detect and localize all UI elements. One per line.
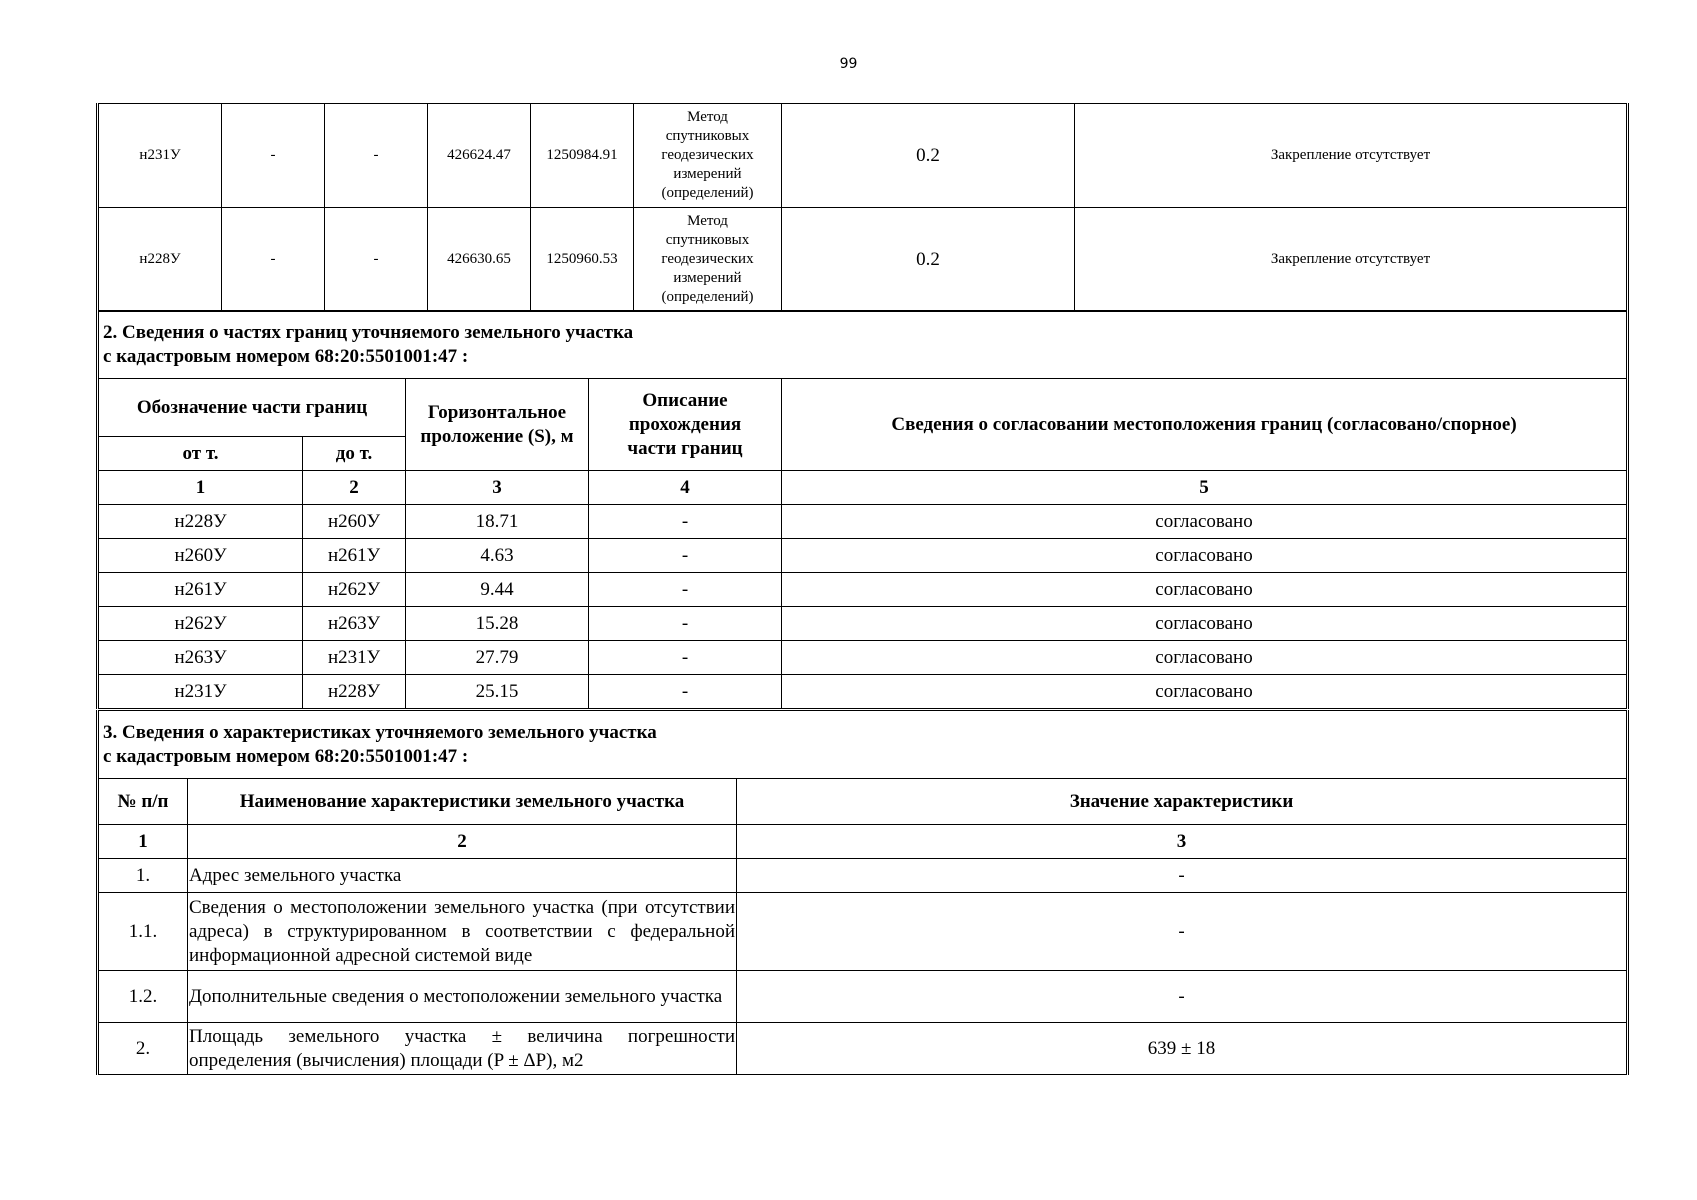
to-point: н228У — [303, 675, 406, 709]
section-title-line: 3. Сведения о характеристиках уточняемого земельного участка — [103, 721, 657, 743]
coord-x: 426630.65 — [428, 208, 531, 312]
row-number: 1.1. — [98, 893, 188, 971]
characteristic-value: 639 ± 18 — [737, 1023, 1628, 1075]
agreement-status: согласовано — [782, 539, 1628, 573]
column-number: 2 — [188, 825, 737, 859]
method-line: геодезических — [661, 147, 754, 163]
characteristic-value: - — [737, 971, 1628, 1023]
segment-length: 18.71 — [406, 505, 589, 539]
header-line: Описание — [642, 389, 728, 411]
coordinates-table — [96, 103, 1629, 312]
table-row — [98, 859, 1628, 893]
characteristic-name: Площадь земельного участка ± величина погрешности определения (вычисления) площади (P ± ΔP), м2 — [188, 1023, 737, 1075]
segment-description: - — [589, 641, 782, 675]
table-row — [98, 208, 1628, 312]
page-number: 99 — [839, 56, 858, 72]
segment-description: - — [589, 539, 782, 573]
from-point: н228У — [98, 505, 303, 539]
boundary-parts-table — [96, 310, 1629, 709]
segment-length: 27.79 — [406, 641, 589, 675]
characteristic-value: - — [737, 859, 1628, 893]
agreement-status: согласовано — [782, 607, 1628, 641]
accuracy: 0.2 — [782, 208, 1075, 312]
header-row — [98, 379, 1628, 437]
column-numbers-row — [98, 825, 1628, 859]
column-number: 3 — [406, 471, 589, 505]
agreement-status: согласовано — [782, 505, 1628, 539]
segment-description: - — [589, 505, 782, 539]
segment-description: - — [589, 573, 782, 607]
column-number: 1 — [98, 471, 303, 505]
point-name: н231У — [98, 104, 222, 208]
agreement-status: согласовано — [782, 675, 1628, 709]
segment-length: 9.44 — [406, 573, 589, 607]
table-row — [98, 971, 1628, 1023]
method-line: геодезических — [661, 251, 754, 267]
to-point: н231У — [303, 641, 406, 675]
section-title-row — [98, 311, 1628, 379]
designation-header: Обозначение части границ — [98, 379, 406, 437]
cell-value: - — [325, 104, 428, 208]
method-cell — [634, 208, 782, 312]
description-header — [589, 379, 782, 471]
table-row — [98, 505, 1628, 539]
header-line: проложение (S), м — [420, 425, 574, 447]
row-number: 2. — [98, 1023, 188, 1075]
from-point: н231У — [98, 675, 303, 709]
method-line: Метод — [687, 213, 728, 229]
method-line: измерений — [673, 270, 742, 286]
row-number: 1.2. — [98, 971, 188, 1023]
number-header: № п/п — [98, 779, 188, 825]
section-3-title — [98, 711, 1628, 779]
header-row — [98, 779, 1628, 825]
from-point-header: от т. — [98, 437, 303, 471]
table-row — [98, 104, 1628, 208]
horizontal-length-header — [406, 379, 589, 471]
table-row — [98, 893, 1628, 971]
column-number: 3 — [737, 825, 1628, 859]
from-point: н262У — [98, 607, 303, 641]
segment-description: - — [589, 607, 782, 641]
to-point: н262У — [303, 573, 406, 607]
coord-y: 1250984.91 — [531, 104, 634, 208]
characteristic-name: Адрес земельного участка — [188, 859, 737, 893]
table-row — [98, 1023, 1628, 1075]
method-cell — [634, 104, 782, 208]
table-row — [98, 539, 1628, 573]
to-point: н261У — [303, 539, 406, 573]
table-row — [98, 675, 1628, 709]
table-row — [98, 641, 1628, 675]
section-title-line: с кадастровым номером 68:20:5501001:47 : — [103, 745, 469, 767]
to-point: н260У — [303, 505, 406, 539]
characteristic-name: Сведения о местоположении земельного участка (при отсутствии адреса) в структурированном в соответствии с федеральной информационной адресной системой виде — [188, 893, 737, 971]
cell-value: - — [222, 208, 325, 312]
method-line: (определений) — [661, 289, 754, 305]
coord-y: 1250960.53 — [531, 208, 634, 312]
table-row — [98, 607, 1628, 641]
method-line: (определений) — [661, 185, 754, 201]
fixing-description: Закрепление отсутствует — [1075, 104, 1628, 208]
column-number: 4 — [589, 471, 782, 505]
section-title-line: с кадастровым номером 68:20:5501001:47 : — [103, 345, 469, 367]
from-point: н261У — [98, 573, 303, 607]
characteristic-name: Дополнительные сведения о местоположении земельного участка — [188, 971, 737, 1023]
coord-x: 426624.47 — [428, 104, 531, 208]
segment-length: 4.63 — [406, 539, 589, 573]
segment-length: 15.28 — [406, 607, 589, 641]
segment-description: - — [589, 675, 782, 709]
to-point-header: до т. — [303, 437, 406, 471]
table-row — [98, 573, 1628, 607]
method-line: измерений — [673, 166, 742, 182]
header-line: Горизонтальное — [427, 401, 567, 423]
from-point: н263У — [98, 641, 303, 675]
characteristics-table — [96, 710, 1629, 1075]
section-2-title — [98, 311, 1628, 379]
cell-value: - — [325, 208, 428, 312]
characteristic-value: - — [737, 893, 1628, 971]
from-point: н260У — [98, 539, 303, 573]
column-number: 2 — [303, 471, 406, 505]
cell-value: - — [222, 104, 325, 208]
characteristic-value-header: Значение характеристики — [737, 779, 1628, 825]
agreement-status: согласовано — [782, 641, 1628, 675]
characteristic-name-header: Наименование характеристики земельного участка — [188, 779, 737, 825]
section-title-row — [98, 711, 1628, 779]
method-line: спутниковых — [665, 128, 750, 144]
column-numbers-row — [98, 471, 1628, 505]
fixing-description: Закрепление отсутствует — [1075, 208, 1628, 312]
segment-length: 25.15 — [406, 675, 589, 709]
column-number: 1 — [98, 825, 188, 859]
accuracy: 0.2 — [782, 104, 1075, 208]
to-point: н263У — [303, 607, 406, 641]
agreement-status: согласовано — [782, 573, 1628, 607]
method-line: спутниковых — [665, 232, 750, 248]
header-line: части границ — [627, 437, 743, 459]
row-number: 1. — [98, 859, 188, 893]
agreement-header: Сведения о согласовании местоположения границ (согласовано/спорное) — [782, 379, 1628, 471]
column-number: 5 — [782, 471, 1628, 505]
point-name: н228У — [98, 208, 222, 312]
method-line: Метод — [687, 109, 728, 125]
section-title-line: 2. Сведения о частях границ уточняемого земельного участка — [103, 321, 634, 343]
header-line: прохождения — [628, 413, 742, 435]
